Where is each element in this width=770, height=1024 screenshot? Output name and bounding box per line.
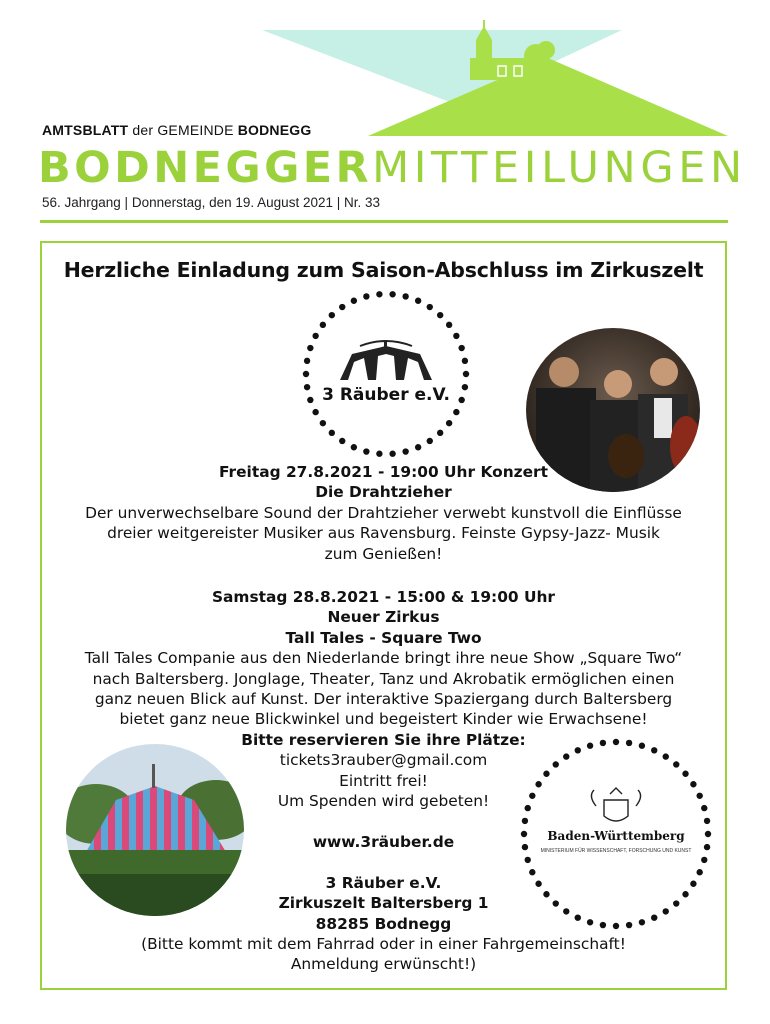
issue-line: 56. Jahrgang | Donnerstag, den 19. August 2021 | Nr. 33 bbox=[42, 195, 381, 210]
ring-dot bbox=[600, 740, 606, 746]
ring-dot bbox=[682, 771, 688, 777]
circus-tent-photo bbox=[66, 744, 244, 916]
email-link[interactable]: tickets3rauber@gmail.com bbox=[279, 751, 488, 770]
ring-dot bbox=[339, 304, 345, 310]
article-headline: Herzliche Einladung zum Saison-Abschluss im Zirkuszelt bbox=[63, 258, 704, 282]
ring-dot bbox=[458, 397, 464, 403]
ring-dot bbox=[389, 451, 395, 457]
ring-dot bbox=[663, 908, 669, 914]
ring-dot bbox=[663, 753, 669, 759]
ring-dot bbox=[587, 743, 593, 749]
circus-tent-icon bbox=[340, 340, 432, 380]
ring-dot bbox=[651, 914, 657, 920]
note-line: Anmeldung erwünscht!) bbox=[290, 955, 477, 974]
ring-dot bbox=[376, 291, 382, 297]
event2-subtitle: Neuer Zirkus bbox=[327, 608, 440, 627]
event2-desc-line: nach Baltersberg. Jonglage, Theater, Tanz und Akrobatik ermöglichen einen bbox=[92, 669, 675, 688]
title-bodnegger: BODNEGGER bbox=[38, 143, 373, 193]
event2-datetime: Samstag 28.8.2021 - 15:00 & 19:00 Uhr bbox=[211, 588, 556, 606]
kicker-bodnegg: BODNEGG bbox=[237, 122, 312, 138]
ring-dot bbox=[376, 451, 382, 457]
ring-dot bbox=[339, 438, 345, 444]
3rauber-logo bbox=[300, 288, 472, 460]
ring-dot bbox=[458, 345, 464, 351]
event2-title: Tall Tales - Square Two bbox=[285, 628, 482, 647]
ring-dot bbox=[701, 805, 707, 811]
ring-dot bbox=[705, 831, 711, 837]
ring-dot bbox=[312, 333, 318, 339]
ring-dot bbox=[462, 358, 468, 364]
ring-dot bbox=[690, 781, 696, 787]
event2-desc-line: Tall Tales Companie aus den Niederlande bringt ihre neue Show „Square Two“ bbox=[84, 649, 683, 668]
ring-dot bbox=[613, 739, 619, 745]
ring-dot bbox=[446, 322, 452, 328]
ring-dot bbox=[462, 384, 468, 390]
ring-dot bbox=[613, 923, 619, 929]
masthead-kicker bbox=[42, 122, 311, 138]
ring-dot bbox=[329, 430, 335, 436]
logo-text: 3 Räuber e.V. bbox=[322, 385, 450, 405]
ring-dot bbox=[415, 444, 421, 450]
masthead-title bbox=[38, 142, 747, 194]
kicker-amtsblatt: AMTSBLATT bbox=[42, 122, 129, 138]
kicker-gemeinde: GEMEINDE bbox=[157, 122, 234, 138]
ring-dot bbox=[363, 448, 369, 454]
ring-dot bbox=[304, 384, 310, 390]
kicker-der: der bbox=[132, 122, 154, 138]
ring-dot bbox=[446, 420, 452, 426]
org-street: Zirkuszelt Baltersberg 1 bbox=[278, 894, 489, 913]
ring-dot bbox=[535, 781, 541, 787]
title-mitteilungen: MITTEILUNGEN bbox=[372, 143, 747, 193]
event1-desc-line: zum Genießen! bbox=[324, 544, 443, 563]
org-name: 3 Räuber e.V. bbox=[325, 873, 442, 892]
ring-dot bbox=[690, 881, 696, 887]
ring-dot bbox=[402, 448, 408, 454]
ring-dot bbox=[529, 793, 535, 799]
sponsor-logo-text: Baden-Württemberg bbox=[547, 829, 685, 843]
ring-dot bbox=[522, 818, 528, 824]
event2-desc-line: ganz neuen Blick auf Kunst. Der interaktive Spaziergang durch Baltersberg bbox=[94, 690, 673, 709]
ring-dot bbox=[437, 430, 443, 436]
ring-dot bbox=[575, 747, 581, 753]
event1-block bbox=[40, 462, 727, 564]
ring-dot bbox=[600, 922, 606, 928]
reserve-heading: Bitte reservieren Sie ihre Plätze: bbox=[241, 730, 526, 749]
ring-dot bbox=[553, 761, 559, 767]
ring-dot bbox=[543, 891, 549, 897]
ring-dot bbox=[543, 771, 549, 777]
ring-dot bbox=[329, 312, 335, 318]
ring-dot bbox=[402, 293, 408, 299]
ring-dot bbox=[307, 345, 313, 351]
dotted-ring bbox=[303, 291, 469, 457]
org-city: 88285 Bodnegg bbox=[315, 914, 452, 933]
ring-dot bbox=[415, 298, 421, 304]
ring-dot bbox=[320, 322, 326, 328]
ring-dot bbox=[389, 291, 395, 297]
ring-dot bbox=[427, 304, 433, 310]
header-rule bbox=[40, 220, 728, 223]
ring-dot bbox=[521, 831, 527, 837]
event1-desc-line: Der unverwechselbare Sound der Drahtzieher verwebt kunstvoll die Einflüsse bbox=[85, 503, 682, 522]
note-line: (Bitte kommt mit dem Fahrrad oder in einer Fahrgemeinschaft! bbox=[141, 934, 626, 953]
ring-dot bbox=[626, 922, 632, 928]
ring-dot bbox=[525, 805, 531, 811]
ring-dot bbox=[673, 761, 679, 767]
ring-dot bbox=[587, 919, 593, 925]
ring-dot bbox=[522, 844, 528, 850]
ring-dot bbox=[696, 869, 702, 875]
ring-dot bbox=[351, 298, 357, 304]
ring-dot bbox=[351, 444, 357, 450]
ring-dot bbox=[575, 914, 581, 920]
event1-desc-line: dreier weitgereister Musiker aus Ravensburg. Feinste Gypsy-Jazz- Musik bbox=[107, 524, 660, 543]
sponsor-sub-text: MINISTERIUM FÜR WISSENSCHAFT, FORSCHUNG UND KUNST bbox=[540, 848, 692, 854]
ring-dot bbox=[704, 818, 710, 824]
ring-dot bbox=[303, 371, 309, 377]
ring-dot bbox=[529, 869, 535, 875]
ring-dot bbox=[704, 844, 710, 850]
ring-dot bbox=[453, 409, 459, 415]
event1-title: Die Drahtzieher bbox=[315, 483, 452, 502]
admission-text: Eintritt frei! bbox=[339, 771, 428, 790]
ring-dot bbox=[437, 312, 443, 318]
ring-dot bbox=[463, 371, 469, 377]
coat-of-arms-icon bbox=[591, 788, 640, 821]
ring-dot bbox=[626, 740, 632, 746]
ring-dot bbox=[563, 908, 569, 914]
ring-dot bbox=[696, 793, 702, 799]
ring-dot bbox=[563, 753, 569, 759]
ring-dot bbox=[639, 743, 645, 749]
ring-dot bbox=[701, 857, 707, 863]
ring-dot bbox=[525, 857, 531, 863]
ring-dot bbox=[553, 900, 559, 906]
website-link[interactable]: www.3räuber.de bbox=[312, 832, 455, 851]
ring-dot bbox=[535, 881, 541, 887]
ring-dot bbox=[639, 919, 645, 925]
ring-dot bbox=[320, 420, 326, 426]
event1-datetime: Freitag 27.8.2021 - 19:00 Uhr Konzert bbox=[219, 463, 548, 481]
ring-dot bbox=[312, 409, 318, 415]
ring-dot bbox=[427, 438, 433, 444]
ring-dot bbox=[363, 293, 369, 299]
donation-text: Um Spenden wird gebeten! bbox=[277, 792, 490, 811]
ring-dot bbox=[307, 397, 313, 403]
ring-dot bbox=[304, 358, 310, 364]
ring-dot bbox=[453, 333, 459, 339]
ring-dot bbox=[682, 891, 688, 897]
ring-dot bbox=[651, 747, 657, 753]
ring-dot bbox=[673, 900, 679, 906]
event2-desc-line: bietet ganz neue Blickwinkel und begeistert Kinder wie Erwachsene! bbox=[119, 710, 648, 729]
baden-wuerttemberg-logo bbox=[518, 736, 714, 932]
